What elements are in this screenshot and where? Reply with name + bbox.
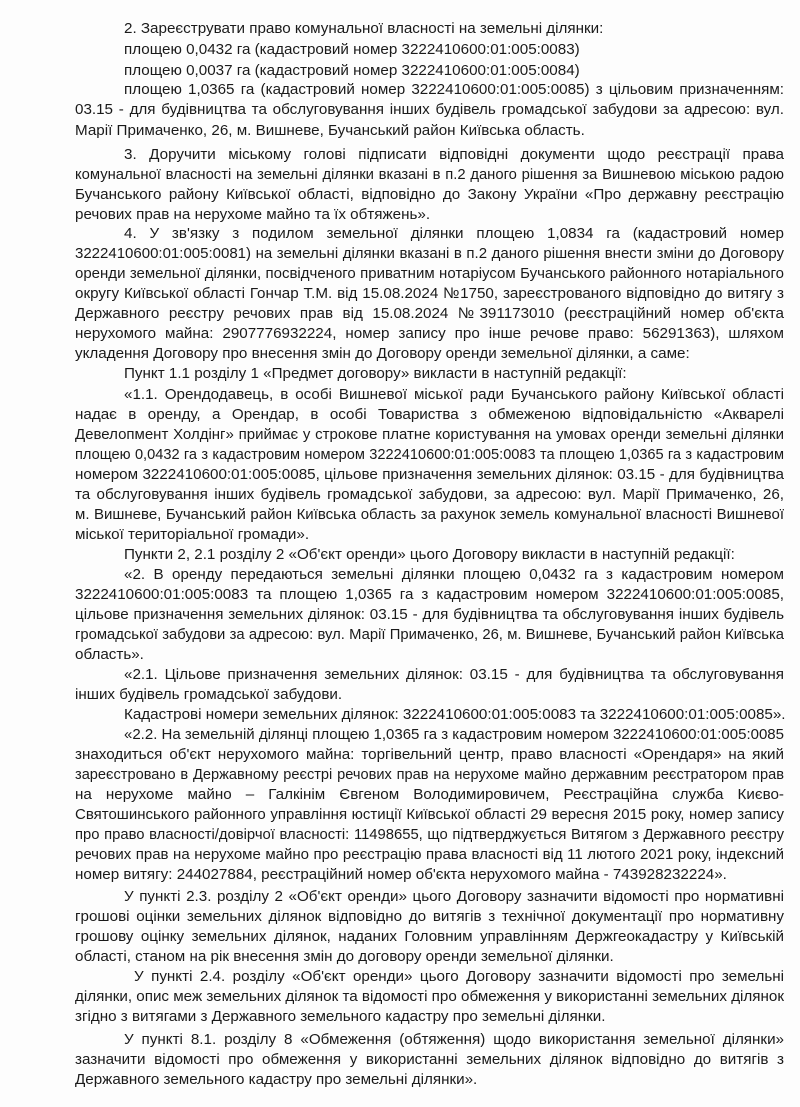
text-line: та обслуговування інших будівель громадської забудови, за адресою: вул. Марії Примаченко, 26, [75, 486, 784, 503]
text-line: оренди земельної ділянки, посвідченого приватним нотаріусом Бучанського районного нотаріального [75, 265, 784, 282]
text-line: площею 0,0432 га (кадастровий номер 3222410600:01:005:0083) [124, 41, 580, 58]
text-line: площею 0,0037 га (кадастровий номер 3222410600:01:005:0084) [124, 62, 580, 79]
text-line: Марії Примаченко, 26, м. Вишневе, Бучанський район Київська область. [75, 122, 585, 139]
text-line: надає в оренду, а Орендар, в особі Товариства з обмеженою відповідальністю «Акварелі [75, 406, 784, 423]
text-line: Пункти 2, 2.1 розділу 2 «Об'єкт оренди» цього Договору викласти в наступній редакції: [124, 546, 735, 563]
text-line: Бучанського району Київської області, відповідно до Закону України «Про державну реєстрацію [75, 186, 784, 203]
text-line: 3222410600:01:005:0083 та площею 1,0365 га з кадастровим номером 3222410600:01:005:0085, [75, 586, 784, 603]
text-line: на нерухоме майно – Галкінім Євгеном Володимировичем, Реєстраційна служба Києво- [75, 786, 784, 803]
text-line: Державного реєстру речових прав від 15.08.2024 №391173010 (реєстраційний номер об'єкта [75, 305, 784, 322]
text-line: міської територіальної громади». [75, 526, 310, 543]
text-line: 2. Зареєструвати право комунальної власності на земельні ділянки: [124, 20, 604, 37]
text-line: області, станом на рік внесення змін до договору оренди земельної ділянки. [75, 948, 614, 965]
text-line: Святошинського районного управління юстиції Київської області 29 вересня 2015 року, номер запису [75, 806, 784, 823]
text-line: «2. В оренду передаються земельні ділянки площею 0,0432 га з кадастровим номером [124, 566, 784, 583]
text-line: укладення Договору про внесення змін до Договору оренди земельної ділянки, а саме: [75, 345, 690, 362]
text-line: речових прав на нерухоме майно про реєстрацію права власності від 11 лютого 2021 року, індексний [75, 846, 784, 863]
text-line: У пункті 2.4. розділу «Об'єкт оренди» цього Договору зазначити відомості про земельні [134, 968, 784, 985]
text-line: нерухомого майна: 2907776932224, номер запису про інше речове право: 56291363), шляхом [75, 325, 784, 342]
text-line: м. Вишневе, Бучанський район Київська область за рахунок земель комунальної власності Вишневої [75, 506, 784, 523]
text-line: Пункт 1.1 розділу 1 «Предмет договору» викласти в наступній редакції: [124, 365, 627, 382]
text-line: зареєстровано в Державному реєстрі речових прав на нерухоме майно державним реєстратором прав [75, 767, 784, 783]
text-line: номером 3222410600:01:005:0085, цільове призначення земельних ділянок: 03.15 - для будівництва [75, 466, 784, 483]
text-line: номер витягу: 244027884, реєстраційний номер об'єкта нерухомого майна - 743928232224». [75, 866, 727, 883]
text-line: знаходиться об'єкт нерухомого майна: торгівельний центр, право власності «Орендаря» на який [75, 746, 784, 763]
text-line: 3. Доручити міському голові підписати відповідні документи щодо реєстрації права [124, 146, 784, 163]
text-line: про право власності/довірчої власності: 11498655, що підтверджується Витягом з Державного реєстру [75, 827, 784, 843]
text-line: ділянки, опис меж земельних ділянок та відомості про обмеження у використанні земельних ділянок [75, 988, 784, 1005]
text-line: область». [75, 646, 144, 663]
text-line: грошові оцінки земельних ділянок відповідно до витягів з технічної документації про нормативну [75, 908, 784, 925]
text-line: 03.15 - для будівництва та обслуговування інших будівель громадської забудови за адресою: вул. [75, 101, 784, 118]
text-line: площею 1,0365 га (кадастровий номер 3222410600:01:005:0085) з цільовим призначенням: [124, 81, 784, 98]
text-line: «1.1. Орендодавець, в особі Вишневої міської ради Бучанського району Київської області [124, 386, 784, 403]
text-line: Державного земельного кадастру про земельні ділянки». [75, 1071, 478, 1088]
text-line: Кадастрові номери земельних ділянок: 3222410600:01:005:0083 та 3222410600:01:005:0085». [124, 706, 786, 723]
text-line: грошову оцінку земельних ділянок, наданих Головним управлінням Держгеокадастру у Київській [75, 928, 784, 945]
text-line: У пункті 8.1. розділу 8 «Обмеження (обтяження) щодо використання земельної ділянки» [124, 1031, 784, 1048]
text-line: У пункті 2.3. розділу 2 «Об'єкт оренди» цього Договору зазначити відомості про нормативні [124, 888, 784, 905]
text-line: «2.2. На земельній ділянці площею 1,0365 га з кадастровим номером 3222410600:01:005:0085 [124, 726, 784, 743]
text-line: речових прав на нерухоме майно та їх обтяжень». [75, 206, 431, 223]
text-line: 4. У зв'язку з подилом земельної ділянки площею 1,0834 га (кадастровий номер [124, 225, 784, 242]
text-line: інших будівель громадської забудови. [75, 686, 343, 703]
text-line: цільове призначення земельних ділянок: 03.15 - для будівництва та обслуговування інших будівель [75, 606, 784, 623]
text-line: округу Київської області Гончар Т.М. від 15.08.2024 №1750, зареєстрованого відповідно до витягу з [75, 285, 784, 302]
text-line: громадської забудови за адресою: вул. Марії Примаченко, 26, м. Вишневе, Бучанський район Київська [75, 627, 784, 643]
text-line: «2.1. Цільове призначення земельних ділянок: 03.15 - для будівництва та обслуговування [124, 666, 784, 683]
text-line: 3222410600:01:005:0081) на земельні ділянки вказані в п.2 даного рішення внести зміни до Договору [75, 245, 784, 262]
text-line: згідно з витягами з Державного земельного кадастру про земельні ділянки. [75, 1008, 606, 1025]
text-line: зазначити відомості про обмеження у використанні земельних ділянок відповідно до витягів з [75, 1051, 784, 1068]
text-line: Девелопмент Холдінг» приймає у строкове платне користування на умовах оренди земельні ділянки [75, 426, 784, 443]
text-line: комунальної власності на земельні ділянки вказані в п.2 даного рішення за Вишневою міською радою [75, 167, 784, 183]
text-line: площею 0,0432 га з кадастровим номером 3222410600:01:005:0083 та площею 1,0365 га з кадастровим [75, 447, 784, 463]
